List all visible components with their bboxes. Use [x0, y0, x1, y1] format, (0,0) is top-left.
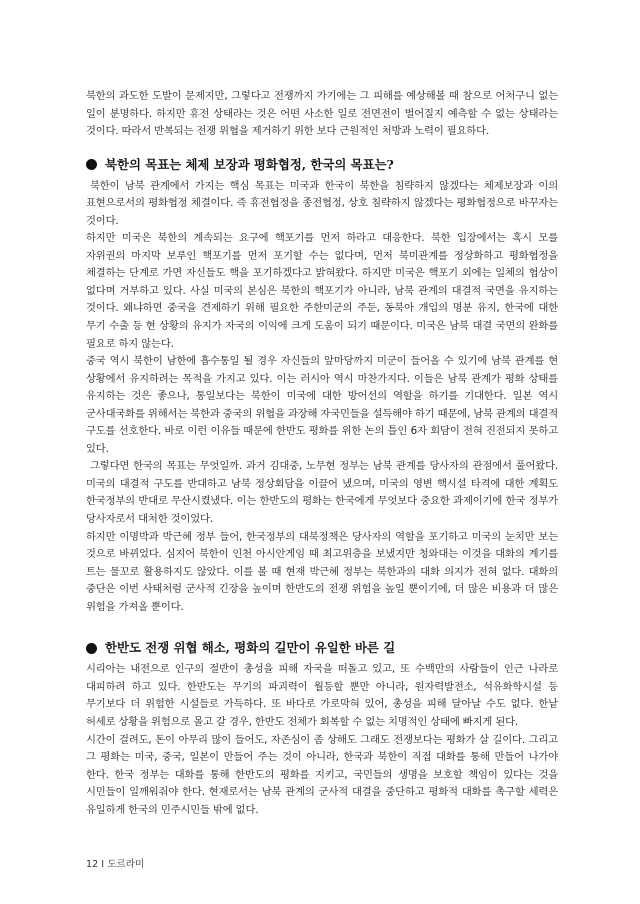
- intro-paragraph: 북한의 과도한 도발이 문제지만, 그렇다고 전쟁까지 가기에는 그 피해를 예상해볼 때 참으로 어처구니 없는 일이 분명하다. 하지만 휴전 상태라는 것은 어떤 사소한 일로 전면전이 벌어질지 예측할 수 없는 상태라는 것이다. 따라서 반복되는 전쟁 위협을 제거하기 위한 보다 근원적인 처방과 노력이 필요하다.: [86, 90, 558, 138]
- bullet-icon: [86, 643, 97, 654]
- article-body: [86, 88, 558, 819]
- section1-paragraph: 하지만 미국은 북한의 계속되는 요구에 핵포기를 먼저 하라고 대응한다. 북한 입장에서는 혹시 모를 자위권의 마지막 보루인 핵포기를 먼저 포기할 수는 없다며, 먼저 북미관계를 정상화하고 평화협정을 체결하는 단계로 가면 자신들도 핵을 포기하겠다고 밝혀왔다. 하지만 미국은 핵포기 외에는 일체의 협상이 없다며 거부하고 있다. 사실 미국의 본심은 북한의 핵포기가 아니라, 남북 관계의 대결적 국면을 유지하는 것이다. 왜냐하면 중국을 견제하기 위해 필요한 주한미군의 주둔, 동북아 개입의 명분 유지, 한국에 대한 무기 수출 등 현 상황의 유지가 자국의 이익에 크게 도움이 되기 때문이다. 미국은 남북 대결 국면의 완화를 필요로 하지 않는다.: [86, 232, 558, 350]
- section1-paragraph: 북한이 남북 관계에서 가지는 핵심 목표는 미국과 한국이 북한을 침략하지 않겠다는 체제보장과 이의 표현으로서의 평화협정 체결이다. 즉 휴전협정을 종전협정, 상호 침략하지 않겠다는 평화협정으로 바꾸자는 것이다.: [86, 179, 558, 227]
- section-heading-2-text: 한반도 전쟁 위협 해소, 평화의 길만이 유일한 바른 길: [105, 640, 396, 656]
- section1-paragraph: 중국 역시 북한이 남한에 흡수통일 될 경우 자신들의 앞마당까지 미군이 들어올 수 있기에 남북 관계를 현 상황에서 유지하려는 목적을 가지고 있다. 이는 러시아 역시 마찬가지다. 이들은 남북 관계가 평화 상태를 유지하는 것은 좋으나, 통일보다는 북한이 미국에 대한 방어선의 역할을 하기를 기대한다. 일본 역시 군사대국화를 위해서는 북한과 중국의 위협을 과장해 자국민들을 설득해야 하기 때문에, 남북 관계의 대결적 구도를 선호한다. 바로 이런 이유들 때문에 한반도 평화를 위한 논의 틀인 6자 회담이 전혀 진전되지 못하고 있다.: [86, 355, 558, 455]
- section2-paragraph: 시간이 걸려도, 돈이 아무리 많이 들어도, 자존심이 좀 상해도 그래도 전쟁보다는 평화가 살 길이다. 그리고 그 평화는 미국, 중국, 일본이 만들어 주는 것이 아니라, 한국과 북한이 직접 대화를 통해 만들어 나가야 한다. 한국 정부는 대화를 통해 한반도의 평화를 지키고, 국민들의 생명을 보호할 책임이 있다는 것을 시민들이 일깨워줘야 한다. 현재로서는 남북 관계의 군사적 대결을 중단하고 평화적 대화를 촉구할 세력은 유일하게 한국의 민주시민들 밖에 없다.: [86, 733, 558, 816]
- footer-separator: I: [101, 859, 105, 870]
- section-heading-1-text: 북한의 목표는 체제 보장과 평화협정, 한국의 목표는?: [105, 156, 394, 172]
- section-heading-1: [86, 156, 558, 174]
- section-heading-2: [86, 639, 558, 657]
- page-footer: [86, 856, 144, 870]
- bullet-icon: [86, 159, 97, 170]
- publication-name: 도르라미: [107, 859, 145, 870]
- page-number: 12: [86, 859, 99, 870]
- section1-paragraph: 하지만 이명박과 박근혜 정부 들어, 한국정부의 대북정책은 당사자의 역할을 포기하고 미국의 눈치만 보는 것으로 바뀌었다. 심지어 북한이 인천 아시안게임 때 최고위층을 보냈지만 청와대는 이것을 대화의 계기를 트는 물꼬로 활용하지도 않았다. 이를 볼 때 현재 박근혜 정부는 북한과의 대화 의지가 전혀 없다. 대화의 중단은 이번 사태처럼 군사적 긴장을 높이며 한반도의 전쟁 위험을 높일 뿐이기에, 더 많은 비용과 더 많은 위험을 가져올 뿐이다.: [86, 530, 558, 613]
- section2-paragraph: 시리아는 내전으로 인구의 절반이 총성을 피해 자국을 떠돌고 있고, 또 수백만의 사람들이 인근 나라로 대피하려 하고 있다. 한반도는 무기의 파괴력이 월등할 뿐만 아니라, 원자력발전소, 석유화학시설 등 무기보다 더 위험한 시설들로 가득하다. 또 바다로 가로막혀 있어, 총성을 피해 달아날 수도 없다. 한낱 허세로 상황을 위험으로 몰고 갈 경우, 한반도 전체가 회복할 수 없는 치명적인 상태에 빠지게 된다.: [86, 663, 558, 728]
- section1-paragraph: 그렇다면 한국의 목표는 무엇일까. 과거 김대중, 노무현 정부는 남북 관계를 당사자의 관점에서 풀어왔다. 미국의 대결적 구도를 반대하고 남북 정상회담을 이끌어 냈으며, 미국의 영변 핵시설 타격에 대한 계획도 한국정부의 반대로 무산시켰냈다. 이는 한반도의 평화는 한국에게 무엇보다 중요한 과제이기에 한국 정부가 당사자로서 대처한 것이었다.: [86, 460, 558, 526]
